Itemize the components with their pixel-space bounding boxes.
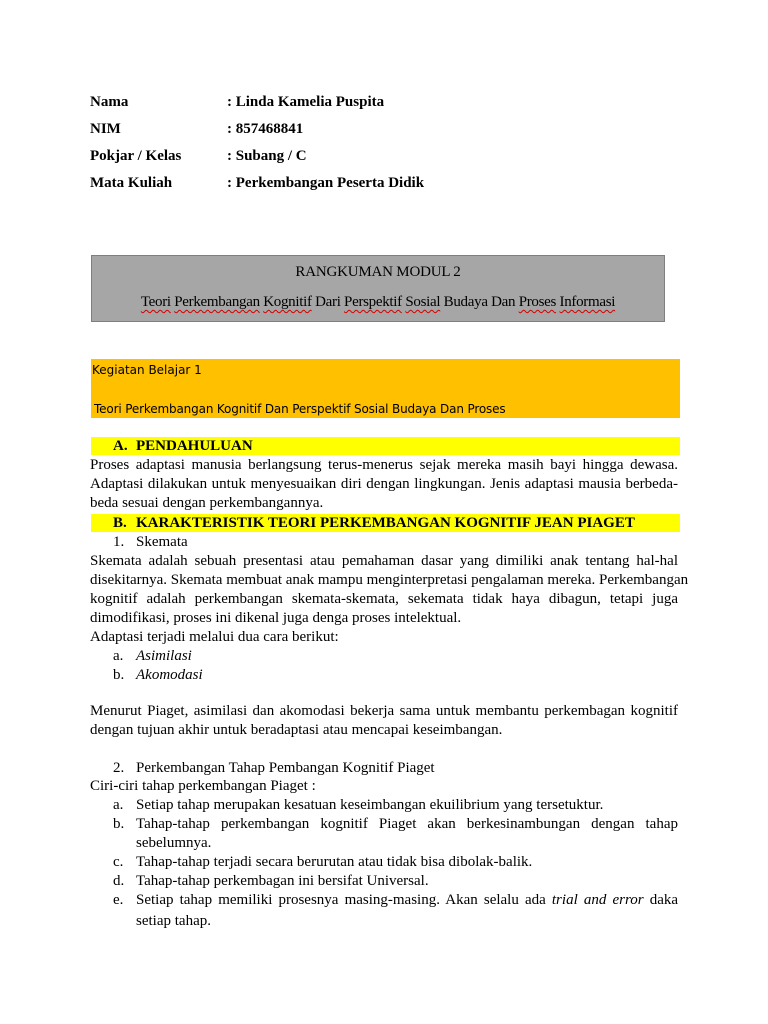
subtitle-word: Budaya — [443, 294, 488, 310]
list-item-title: Perkembangan Tahap Pembangan Kognitif Piaget — [136, 760, 435, 776]
list-item: Tahap-tahap perkembangan kognitif Piaget akan berkesinambungan dengan tahap — [136, 816, 678, 832]
kegiatan-title: Teori Perkembangan Kognitif Dan Perspektif Sosial Budaya Dan Proses — [94, 402, 506, 416]
kegiatan-box — [91, 359, 680, 418]
list-item: Tahap-tahap terjadi secara berurutan atau tidak bisa dibolak-balik. — [136, 854, 533, 870]
list-marker: a. — [113, 648, 124, 664]
list-number: 2. — [113, 760, 125, 776]
subtitle-word: Perspektif — [344, 294, 402, 310]
list-marker: b. — [113, 816, 125, 832]
list-marker: c. — [113, 854, 124, 870]
subtitle-word: Perkembangan — [174, 294, 260, 310]
subtitle-word: Dari — [315, 294, 341, 310]
list-marker: e. — [113, 892, 124, 908]
list-item: Setiap tahap merupakan kesatuan keseimbangan ekuilibrium yang tersetuktur. — [136, 797, 604, 813]
paragraph-line: Adaptasi dilakukan untuk menyesuaikan diri dengan lingkungan. Jenis adaptasi mausia berbeda- — [90, 476, 678, 492]
list-marker: b. — [113, 667, 125, 683]
subtitle-word: Dan — [491, 294, 516, 310]
paragraph-line: beda sesuai dengan perkembangannya. — [90, 495, 324, 511]
list-item-text: daka — [643, 892, 679, 908]
subtitle-word: Teori — [140, 294, 171, 310]
kegiatan-label: Kegiatan Belajar 1 — [92, 363, 202, 377]
list-number: 1. — [113, 534, 125, 550]
paragraph-line: Proses adaptasi manusia berlangsung terus-menerus sejak mereka masih bayi hingga dewasa. — [90, 457, 678, 473]
paragraph-line: Ciri-ciri tahap perkembangan Piaget : — [90, 778, 316, 794]
list-item — [136, 891, 678, 910]
paragraph-line: Adaptasi terjadi melalui dua cara berikut: — [90, 629, 339, 645]
paragraph-line: kognitif adalah perkembangan skemata-skemata, sekemata tidak haya dibagun, tetapi juga — [90, 591, 678, 607]
list-item-continuation: sebelumnya. — [136, 835, 212, 851]
subtitle-word: Kognitif — [263, 294, 312, 310]
paragraph-line: Skemata adalah sebuah presentasi atau pemahaman dasar yang dimiliki anak tentang hal-hal — [90, 553, 678, 569]
title-heading: RANGKUMAN MODUL 2 — [295, 264, 461, 280]
section-title: KARAKTERISTIK TEORI PERKEMBANGAN KOGNITIF JEAN PIAGET — [136, 515, 635, 531]
list-marker: a. — [113, 797, 124, 813]
identity-value: : Perkembangan Peserta Didik — [227, 175, 425, 191]
identity-value: : 857468841 — [227, 121, 304, 137]
paragraph-line: Menurut Piaget, asimilasi dan akomodasi bekerja sama untuk membantu perkembagan kognitif — [90, 703, 678, 719]
paragraph-line: dengan tujuan akhir untuk beradaptasi atau mencapai keseimbangan. — [90, 722, 503, 738]
section-letter: A. — [113, 438, 128, 454]
list-item-title: Skemata — [136, 534, 188, 550]
list-item-text: Setiap tahap memiliki prosesnya masing-masing. Akan selalu ada — [136, 892, 552, 908]
paragraph-line: dimodifikasi, proses ini dikenal juga denga proses intelektual. — [90, 610, 462, 626]
list-item: Akomodasi — [136, 667, 203, 683]
identity-label: Mata Kuliah — [90, 175, 173, 191]
section-letter: B. — [113, 515, 127, 531]
section-b-heading — [91, 514, 680, 532]
title-box — [91, 255, 665, 322]
identity-label: NIM — [90, 121, 121, 137]
list-item: Tahap-tahap perkembagan ini bersifat Universal. — [136, 873, 429, 889]
list-item-italic: trial and error — [551, 892, 644, 908]
identity-label: Nama — [90, 94, 129, 110]
title-subtitle — [92, 294, 664, 311]
subtitle-word: Sosial — [405, 294, 441, 310]
identity-value: : Subang / C — [227, 148, 307, 164]
section-title: PENDAHULUAN — [136, 438, 253, 454]
subtitle-word: Informasi — [559, 294, 616, 310]
list-item: Asimilasi — [136, 648, 192, 664]
identity-value: : Linda Kamelia Puspita — [227, 94, 385, 110]
subtitle-word: Proses — [518, 294, 557, 310]
paragraph-line: disekitarnya. Skemata membuat anak mampu menginterpretasi pengalaman mereka. Perkembangan — [90, 572, 689, 588]
section-a-heading — [91, 437, 680, 455]
identity-label: Pokjar / Kelas — [90, 148, 182, 164]
list-marker: d. — [113, 873, 125, 889]
list-item-continuation: setiap tahap. — [136, 913, 211, 929]
